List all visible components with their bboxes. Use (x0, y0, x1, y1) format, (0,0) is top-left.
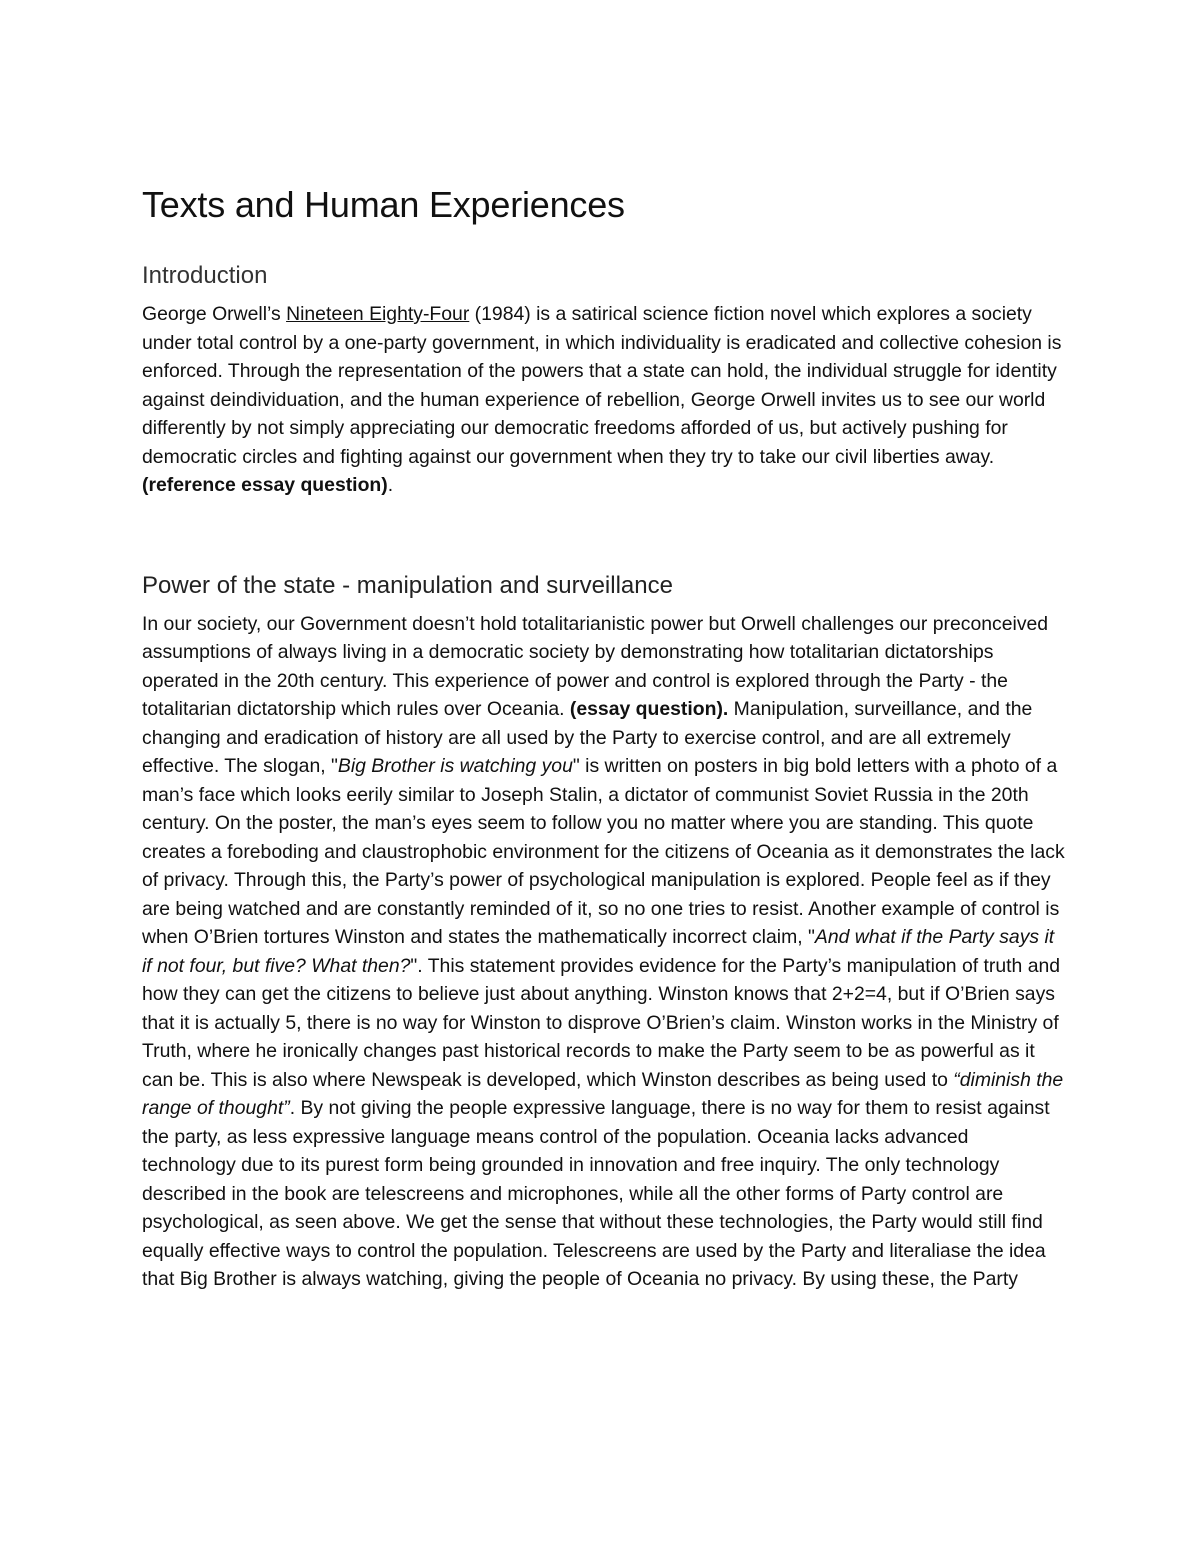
quote-big-brother: Big Brother is watching you (337, 755, 573, 777)
quote-newspeak: “diminish the range of thought” (142, 1068, 1064, 1119)
section-text-3: " is written on posters in big bold letters with a photo of a man’s face which looks eerily similar to Joseph Stalin, a dictator of communist Soviet Russia in the 20th century. On the poster, the man’s eyes seem to follow you no matter where you are standing. This quote creates a foreboding and claustrophobic environment for the citizens of Oceania as it demonstrates the lack of privacy. Through this, the Party’s power of psychological manipulation is explored. People feel as if they are being watched and are constantly reminded of it, so no one tries to resist. Another example of control is when O’Brien tortures Winston and states the mathematically incorrect claim, " (142, 755, 1065, 948)
document-body (142, 180, 1067, 1294)
book-title: Nineteen Eighty-Four (286, 303, 470, 325)
quote-obrien: And what if the Party says it if not four, but five? What then? (142, 926, 1055, 977)
section-text-2: Manipulation, surveillance, and the changing and eradication of history are all used by the Party to exercise control, and are all extremely effective. The slogan, " (142, 698, 1033, 777)
section-heading-power-of-state: Power of the state - manipulation and surveillance (142, 571, 673, 599)
reference-note: (reference essay question) (142, 474, 388, 496)
section-text-5: . By not giving the people expressive language, there is no way for them to resist against the party, as less expressive language means control of the population. Oceania lacks advanced technology due to its purest form being grounded in innovation and free inquiry. The only technology described in the book are telescreens and microphones, while all the other forms of Party control are psychological, as seen above. We get the sense that without these technologies, the Party would still find equally effective ways to control the population. Telescreens are used by the Party and literaliase the idea that Big Brother is always watching, giving the people of Oceania no privacy. By using these, the Party (142, 1097, 1050, 1290)
essay-question-note: (essay question). (569, 698, 729, 720)
intro-text-3: . (387, 474, 394, 496)
introduction-paragraph (142, 300, 1067, 500)
intro-text-2: (1984) is a satirical science fiction novel which explores a society under total control by a one-party government, in which individuality is eradicated and collective cohesion is enforced. Through the representation of the powers that a state can hold, the individual struggle for identity against deindividuation, and the human experience of rebellion, George Orwell invites us to see our world differently by not simply appreciating our democratic freedoms afforded of us, but actively pushing for democratic circles and fighting against our government when they try to take our civil liberties away. (142, 303, 1062, 468)
section-paragraph-power-of-state (142, 610, 1067, 1294)
section-text-1: In our society, our Government doesn’t hold totalitarianistic power but Orwell challenges our preconceived assumptions of always living in a democratic society by demonstrating how totalitarian dictatorships operated in the 20th century. This experience of power and control is explored through the Party - the totalitarian dictatorship which rules over Oceania. (142, 612, 1049, 720)
document-title: Texts and Human Experiences (142, 184, 625, 225)
introduction-heading: Introduction (142, 262, 268, 289)
section-text-4: ". This statement provides evidence for the Party’s manipulation of truth and how they can get the citizens to believe just about anything. Winston knows that 2+2=4, but if O’Brien says that it is actually 5, there is no way for Winston to disprove O’Brien’s claim. Winston works in the Ministry of Truth, where he ironically changes past historical records to make the Party seem to be as powerful as it can be. This is also where Newspeak is developed, which Winston describes as being used to (142, 954, 1061, 1091)
intro-text-1: George Orwell’s (142, 303, 287, 325)
